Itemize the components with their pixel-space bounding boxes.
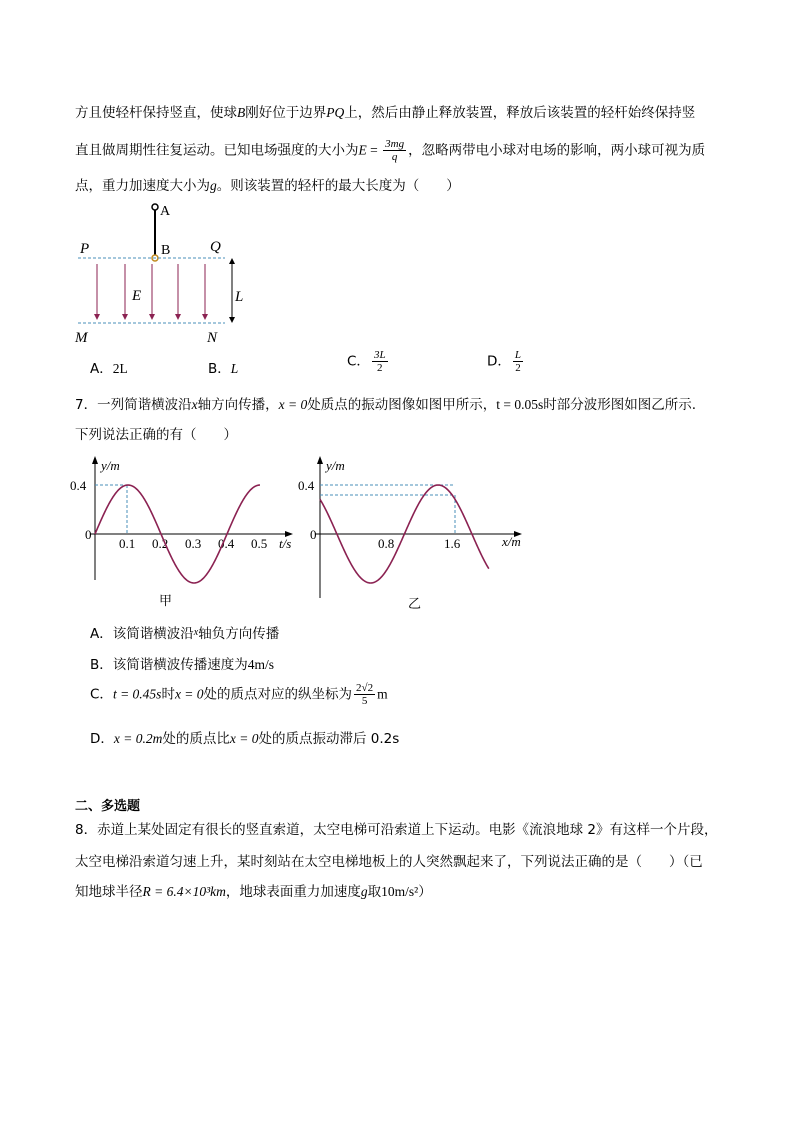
q7-option-a [90,622,279,642]
option-fraction [354,682,375,707]
x-tick-label: 0.5 [251,536,268,551]
ball-a [152,204,158,210]
q6-var-e: E [358,142,367,158]
y-tick-label: 0.4 [70,478,87,493]
fraction-denominator: q [391,151,398,163]
caption-jia: 甲 [159,593,173,608]
q8-text: ） [418,884,432,900]
option-fraction [513,349,523,374]
q7-text: 轴方向传播， [197,397,279,413]
option-unit: m [377,686,388,702]
q8-text: 知地球半径 [75,884,143,900]
caption-yi: 乙 [408,596,422,611]
q6-text: 直且做周期性往复运动。已知电场强度的大小为 [75,142,359,159]
x-tick-label: 0.4 [218,536,235,551]
option-text: 轴负方向传播 [198,626,280,642]
x-tick-0-8: 0.8 [378,536,395,551]
label-q: Q [210,239,221,255]
q7-text: 7．一列简谐横波沿 [75,397,192,413]
q7-text: 下列说法正确的有（ ） [75,427,237,443]
q6-line-2 [75,138,705,163]
q7-eq: x = 0 [278,397,308,412]
q6-fraction [383,138,406,163]
option-letter: D． [90,731,114,747]
q8-radius: R = 6.4×10³km [142,884,226,899]
q6-text: 。则该装置的轻杆的最大长度为（ ） [216,178,460,194]
fraction-numerator: 2√2 [356,682,374,694]
option-var: x [193,627,199,638]
q6-option-d [487,349,525,374]
q6-option-c [347,349,390,374]
option-letter: C． [347,353,370,370]
label-n: N [207,330,218,346]
fraction-numerator: L [514,349,522,361]
q7-text: 处质点的振动图像如图甲所示， [307,397,497,413]
label-p: P [80,241,90,257]
y-tick-label: 0.4 [298,478,315,493]
option-eq: x = 0 [174,686,204,702]
option-letter: B． [90,657,113,673]
option-text: 处的质点比 [162,731,230,747]
q7-var-x: x [191,397,198,412]
y-axis-label: y/m [326,458,345,473]
option-fraction [372,349,388,374]
x-axis-label: t/s [279,536,292,551]
label-e: E [132,288,142,304]
q8-line-2 [75,852,703,872]
q7-text: 时部分波形图如图乙所示. [543,397,696,413]
q6-field-figure [70,198,260,348]
q7-option-b [90,653,274,673]
option-eq: x = 0 [229,731,259,746]
x-tick-label: 0.2 [152,536,169,551]
fraction-denominator: 2 [515,362,521,374]
option-letter: B． [208,361,231,377]
x-tick-1-6: 1.6 [444,536,461,551]
q6-text: 方且使轻杆保持竖直，使球 [75,105,237,121]
option-value: 4m/s [247,657,275,672]
y-axis-label: y/m [101,458,120,473]
q6-option-b [208,357,238,377]
option-text: L [230,361,239,376]
option-letter: C． [90,686,113,703]
q8-text: 取 [367,884,382,900]
fraction-denominator: 5 [361,695,368,707]
option-letter: A． [90,626,113,642]
option-text: 处的质点振动滞后 0.2s [258,731,400,747]
q6-var-g: g [210,178,217,193]
q6-eq: = [366,142,382,158]
q8-text: ，地球表面重力加速度 [225,884,361,900]
fraction-numerator: 3mg [385,138,405,150]
q8-line-3 [75,882,432,902]
origin-label: 0 [85,527,92,542]
q6-var-b: B [237,105,246,120]
field-lines [94,264,208,320]
x-tick-labels [119,536,267,551]
label-m: M [75,330,88,346]
q6-text: 刚好位于边界 [245,105,327,121]
option-eq: t = 0.45s [112,686,162,702]
origin-label: 0 [310,527,317,542]
waveform-graph-yi [290,450,530,615]
q8-value: 10m/s² [381,884,419,899]
q6-text: 点，重力加速度大小为 [75,178,210,194]
q8-text: 太空电梯沿索道匀速上升，某时刻站在太空电梯地板上的人突然飘起来了，下列说法正确的是（ ）（已 [75,854,703,870]
option-text: 处的质点对应的纵坐标为 [203,686,353,703]
q6-text: ，忽略两带电小球对电场的影响，两小球可视为质 [408,142,706,159]
q6-text: 上，然后由静止释放装置，释放后该装置的轻杆始终保持竖 [344,105,696,121]
fraction-denominator: 2 [377,362,383,374]
label-a: A [160,204,171,219]
x-tick-label: 0.1 [119,536,136,551]
q7-time: t = 0.05s [496,397,544,412]
option-eq: x = 0.2m [113,731,163,746]
option-letter: D． [487,353,511,370]
label-l: L [235,289,244,305]
q8-var-g: g [360,884,368,899]
q7-line-1 [75,395,696,415]
q6-var-pq: PQ [326,105,345,120]
q8-line-1 [75,820,717,840]
q7-option-d [90,727,399,747]
option-letter: A． [90,361,113,377]
section-heading: 二、多选题 [75,799,141,814]
x-tick-label: 0.3 [185,536,202,551]
q6-option-a [90,357,128,377]
q8-text: 8．赤道上某处固定有很长的竖直索道，太空电梯可沿索道上下运动。电影《流浪地球 2》有这样一个片段， [75,822,718,838]
q7-option-c [90,682,388,707]
vibration-graph-jia [65,450,305,615]
option-text: 2L [112,361,128,376]
option-text: 该简谐横波传播速度为 [112,657,248,673]
fraction-numerator: 3L [373,349,386,361]
option-text: 该简谐横波沿 [112,626,194,642]
option-text: 时 [161,686,175,703]
q6-line-3 [75,176,460,196]
label-b: B [161,243,171,258]
x-axis-label: x/m [502,534,521,549]
q6-line-1 [75,103,695,123]
q7-line-2 [75,425,237,445]
